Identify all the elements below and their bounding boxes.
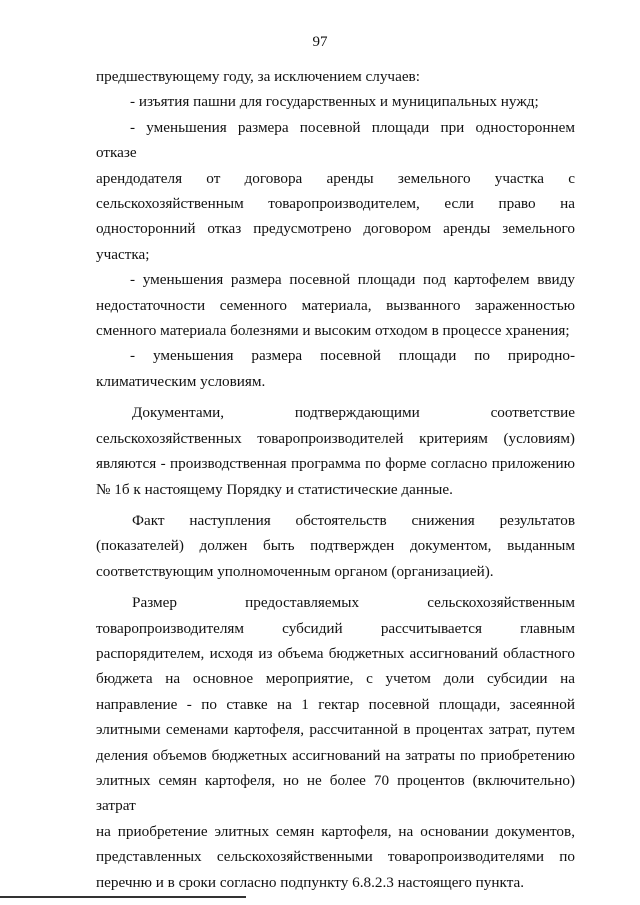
text-line: - уменьшения размера посевной площади под картофелем ввиду	[130, 271, 575, 289]
text-line: односторонний отказ предусмотрено договором аренды земельного	[96, 220, 575, 238]
text-line-row	[96, 191, 575, 216]
text-line-row	[96, 400, 575, 425]
text-line: соответствующим уполномоченным органом (организацией).	[96, 562, 494, 580]
paragraph	[96, 590, 575, 895]
text-line-row	[96, 451, 575, 476]
text-line: товаропроизводителям субсидий рассчитывается главным	[96, 619, 575, 637]
text-line-row	[96, 318, 575, 343]
footer-rule	[0, 896, 246, 898]
list-item	[96, 115, 575, 267]
text-line: деления объемов бюджетных ассигнований на затраты по приобретению	[96, 746, 575, 764]
text-line-row	[96, 616, 575, 641]
text-line: арендодателя от договора аренды земельного участка с	[96, 169, 575, 187]
text-line: № 1б к настоящему Порядку и статистические данные.	[96, 480, 453, 498]
text-line-row	[96, 844, 575, 869]
text-line: направление - по ставке на 1 гектар посевной площади, засеянной	[96, 695, 575, 713]
text-line: - изъятия пашни для государственных и муниципальных нужд;	[130, 93, 539, 111]
text-line-row	[96, 343, 575, 368]
text-line-row	[96, 267, 575, 292]
paragraph	[96, 64, 575, 89]
text-line-row	[96, 426, 575, 451]
text-line: предшествующему году, за исключением случаев:	[96, 68, 420, 85]
text-line: сменного материала болезнями и высоким отходом в процессе хранения;	[96, 322, 570, 340]
text-line: элитными семенами картофеля, рассчитанной в процентах затрат, путем	[96, 721, 575, 739]
text-line-row	[96, 115, 575, 166]
text-line-row	[96, 559, 575, 584]
paragraph	[96, 400, 575, 502]
text-line: недостаточности семенного материала, вызванного зараженностью	[96, 296, 575, 314]
text-line: климатическим условиям.	[96, 372, 266, 390]
text-line: элитных семян картофеля, но не более 70 процентов (включительно) затрат	[96, 771, 575, 815]
text-line: - уменьшения размера посевной площади по природно-	[130, 347, 575, 365]
text-line: представленных сельскохозяйственными товаропроизводителями по	[96, 848, 575, 866]
text-line: Факт наступления обстоятельств снижения результатов	[132, 511, 575, 529]
text-line-row	[96, 166, 575, 191]
text-line-row	[96, 293, 575, 318]
text-line-row	[96, 216, 575, 241]
document-body	[96, 64, 575, 895]
text-line: перечню и в сроки согласно подпункту 6.8.2.3 настоящего пункта.	[96, 873, 525, 891]
text-line-row	[96, 590, 575, 615]
text-line-row	[96, 870, 575, 895]
text-line: (показателей) должен быть подтвержден документом, выданным	[96, 537, 575, 555]
text-line-row	[96, 717, 575, 742]
text-line: участка;	[96, 245, 150, 263]
list-item	[96, 343, 575, 394]
text-line: Документами, подтверждающими соответствие	[132, 404, 575, 422]
text-line: на приобретение элитных семян картофеля, на основании документов,	[96, 822, 575, 840]
paragraph	[96, 508, 575, 584]
text-line-row	[96, 768, 575, 819]
text-line-row	[96, 369, 575, 394]
text-line-row	[96, 533, 575, 558]
text-line-row	[96, 819, 575, 844]
text-line: - уменьшения размера посевной площади при одностороннем отказе	[96, 118, 575, 162]
text-line: Размер предоставляемых сельскохозяйственным	[132, 594, 575, 612]
text-line-row	[96, 743, 575, 768]
text-line-row	[96, 242, 575, 267]
text-line: бюджета на основное мероприятие, с учетом доли субсидии на	[96, 670, 575, 688]
text-line: являются - производственная программа по форме согласно приложению	[96, 455, 575, 473]
text-line: сельскохозяйственным товаропроизводителем, если право на	[96, 195, 575, 213]
text-line: сельскохозяйственных товаропроизводителей критериям (условиям)	[96, 429, 575, 447]
text-line: распорядителем, исходя из объема бюджетных ассигнований областного	[96, 644, 575, 662]
text-line-row	[96, 477, 575, 502]
page-number: 97	[312, 34, 328, 50]
text-line-row	[96, 692, 575, 717]
text-line-row	[96, 666, 575, 691]
list-item	[96, 267, 575, 343]
text-line-row	[96, 641, 575, 666]
list-item	[96, 89, 575, 114]
text-line-row	[96, 508, 575, 533]
